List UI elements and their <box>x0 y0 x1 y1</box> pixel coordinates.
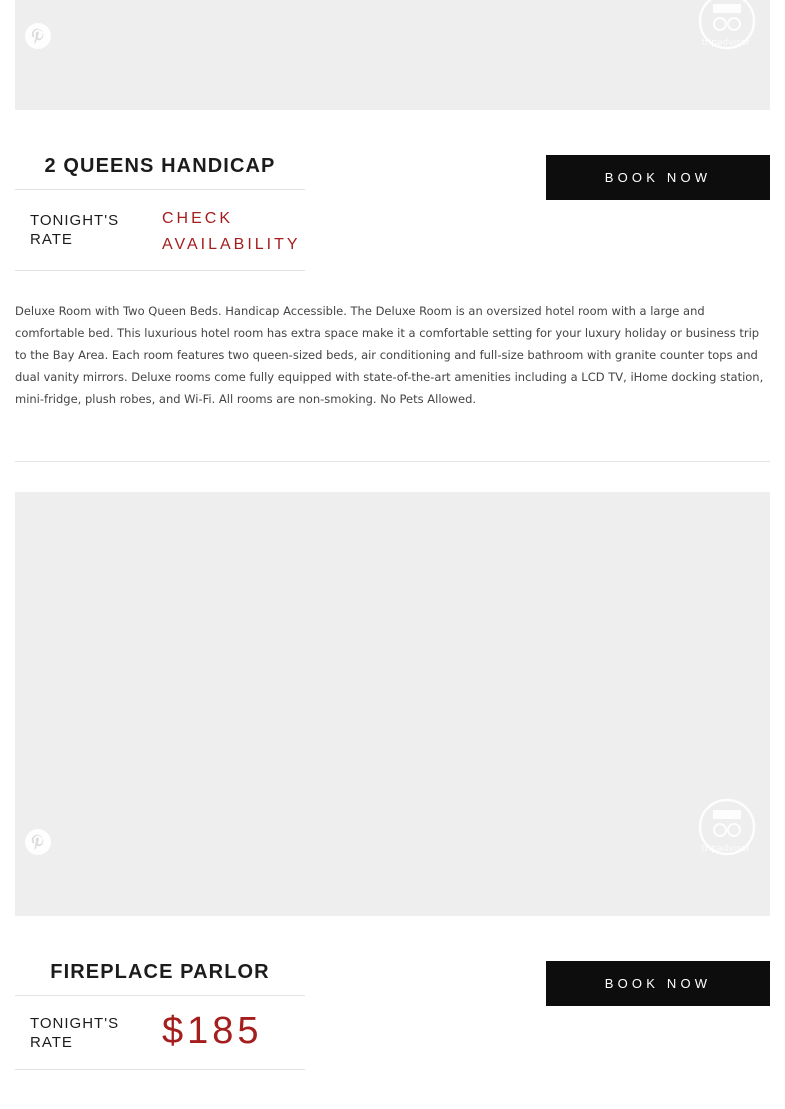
room-description: Deluxe Room with Two Queen Beds. Handicap Accessible. The Deluxe Room is an oversized hotel room with a large and comfortable bed. This luxurious hotel room has extra space make it a comfortable setting for your luxury holiday or business trip to the Bay Area. Each room features two queen-sized beds, air conditioning and full-size bathroom with granite counter tops and dual vanity mirrors. Deluxe rooms come fully equipped with state-of-the-art amenities including a LCD TV, iHome docking station, mini-fridge, plush robes, and Wi-Fi. All rooms are non-smoking. No Pets Allowed. <box>15 304 764 406</box>
tonights-rate-label: TONIGHT'S RATE <box>30 212 120 248</box>
book-now-button[interactable]: BOOK NOW <box>546 961 770 1006</box>
rate-price: $185 <box>162 1010 263 1052</box>
room-title: FIREPLACE PARLOR <box>50 961 270 983</box>
tripadvisor-badge-text: tripadvisor <box>701 38 750 48</box>
divider <box>15 461 770 462</box>
room-image <box>15 0 770 110</box>
book-now-button[interactable]: BOOK NOW <box>546 155 770 200</box>
check-availability-link[interactable]: CHECK AVAILABILITY <box>162 210 301 253</box>
rate-box <box>15 189 305 271</box>
tripadvisor-badge-text: tripadvisor <box>701 844 750 854</box>
rate-box <box>15 995 305 1070</box>
room-title: 2 QUEENS HANDICAP <box>44 155 276 177</box>
pinterest-icon[interactable] <box>25 23 51 49</box>
tonights-rate-label: TONIGHT'S RATE <box>30 1015 120 1051</box>
pinterest-icon[interactable] <box>25 829 51 855</box>
room-image <box>15 492 770 916</box>
